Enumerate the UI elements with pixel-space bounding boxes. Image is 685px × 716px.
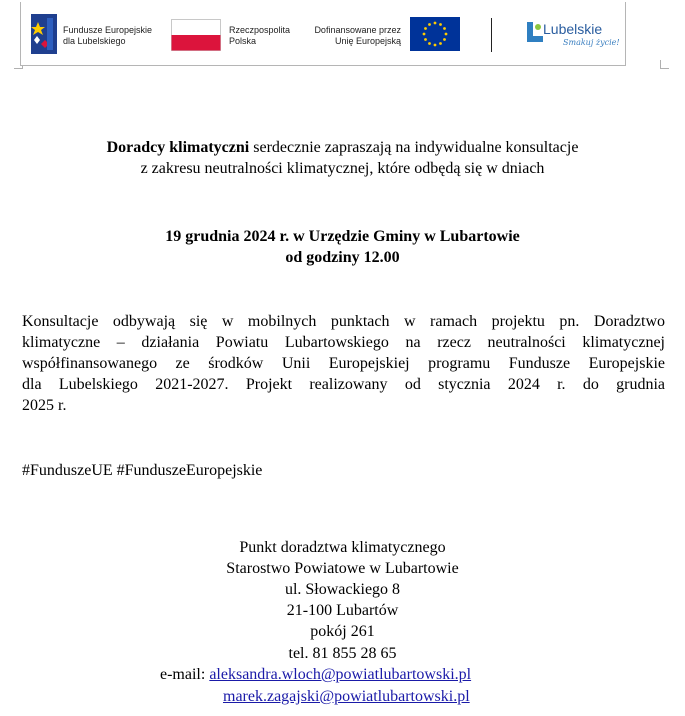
intro-bold: Doradcy klimatyczni	[106, 139, 250, 156]
eu-logo-line1: Dofinansowane przez	[314, 25, 401, 35]
event-line2	[0, 247, 685, 268]
event-time: od godziny 12.00	[285, 249, 400, 266]
contact-email-row-2	[223, 686, 470, 707]
email-link-1[interactable]: aleksandra.wloch@powiatlubartowski.pl	[209, 666, 472, 683]
intro-line2: z zakresu neutralności klimatycznej, które odbędą się w dniach	[140, 160, 545, 177]
fe-logo-line2: dla Lubelskiego	[63, 36, 126, 46]
eu-flag-icon	[410, 17, 460, 51]
logo-divider	[491, 18, 492, 52]
eu-logo-text	[309, 25, 401, 47]
email-link-2[interactable]: marek.zagajski@powiatlubartowski.pl	[223, 688, 470, 705]
email-label: e-mail:	[160, 666, 210, 683]
body-line5: 2025 r.	[22, 397, 67, 414]
rp-logo-text	[229, 25, 290, 47]
contact-line4: 21-100 Lubartów	[286, 602, 399, 619]
eu-logo-line2: Unię Europejską	[334, 36, 401, 46]
body-line4: dla Lubelskiego 2021-2027. Projekt realizowany od stycznia 2024 r. do grudnia	[22, 376, 665, 393]
contact-line5: pokój 261	[310, 623, 375, 640]
lubelskie-logo-mark	[523, 20, 545, 46]
contact-line2: Starostwo Powiatowe w Lubartowie	[226, 560, 459, 577]
rp-logo-line1: Rzeczpospolita	[229, 25, 291, 35]
event-date-place: 19 grudnia 2024 r. w Urzędzie Gminy w Lubartowie	[165, 228, 520, 245]
logo-bar	[20, 2, 626, 66]
intro-rest: serdecznie zapraszają na indywidualne konsultacje	[249, 139, 579, 156]
intro-line1	[0, 137, 685, 158]
event-line1	[0, 226, 685, 247]
body-line2: klimatyczne – działania Powiatu Lubartowskiego na rzecz neutralności klimatycznej	[22, 334, 665, 351]
rp-logo-line2: Polska	[229, 36, 257, 46]
hashtags: #FunduszeUE #FunduszeEuropejskie	[22, 462, 263, 479]
contact-line3: ul. Słowackiego 8	[284, 581, 401, 598]
fe-logo-line1: Fundusze Europejskie	[63, 25, 153, 35]
lubelskie-logo-name: Lubelskie	[543, 21, 603, 37]
fe-logo-text	[63, 25, 152, 47]
body-line3: współfinansowanego ze środków Unii Europejskiej programu Fundusze Europejskie	[22, 355, 665, 372]
fundusze-europejskie-logo	[31, 14, 57, 54]
page-corner-mark-right	[660, 60, 669, 69]
contact-line1: Punkt doradztwa klimatycznego	[239, 539, 446, 556]
polish-flag-icon	[171, 19, 221, 51]
lubelskie-logo-slogan: Smakuj życie!	[563, 38, 620, 47]
body-line1: Konsultacje odbywają się w mobilnych punktach w ramach projektu pn. Doradztwo	[22, 313, 665, 330]
contact-email-row	[160, 664, 471, 685]
contact-phone: tel. 81 855 28 65	[288, 645, 397, 662]
